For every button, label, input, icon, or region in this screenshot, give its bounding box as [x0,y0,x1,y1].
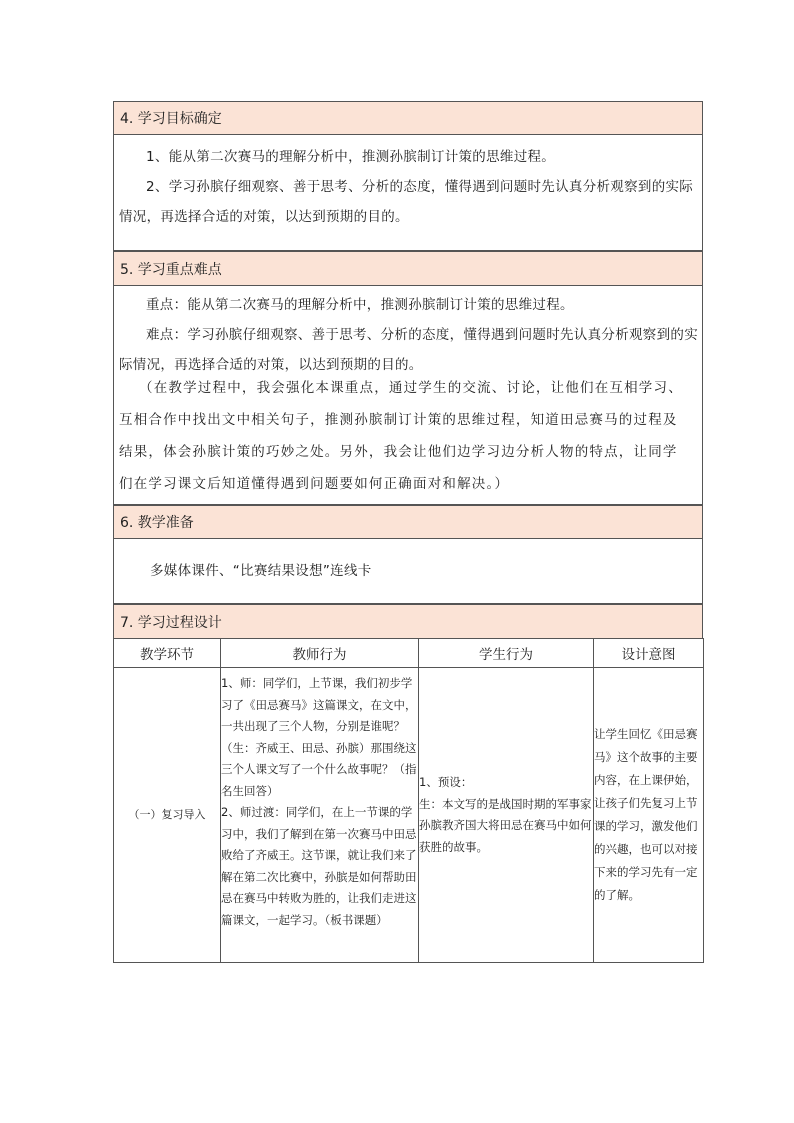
intent-cell: 让学生回忆《田忌赛马》这个故事的主要内容，在上课伊始，让孩子们先复习上节课的学习，激发他们的兴趣，也可以对接下来的学习先有一定的了解。 [594,668,704,963]
col-header-intent: 设计意图 [594,639,704,668]
section-prep-title: 6. 教学准备 [114,506,702,539]
col-header-student: 学生行为 [419,639,594,668]
prep-materials: 多媒体课件、“比赛结果设想”连线卡 [150,563,372,579]
stage-cell: （一）复习导入 [114,668,221,963]
table-row [114,668,704,963]
section-process [113,604,703,638]
goals-paragraph-2: 2、学习孙膑仔细观察、善于思考、分析的态度，懂得遇到问题时先认真分析观察到的实际情况，再选择合适的对策，以达到预期的目的。 [119,179,694,225]
key-focus: 重点：能从第二次赛马的理解分析中，推测孙膑制订计策的思维过程。 [146,297,574,313]
col-header-teacher: 教师行为 [221,639,419,668]
key-teaching-note: （在教学过程中，我会强化本课重点，通过学生的交流、讨论，让他们在互相学习、互相合作中找出文中相关句子，推测孙膑制订计策的思维过程，知道田忌赛马的过程及结果，体会孙膑计策的巧妙之处。另外，我会让他们边学习边分析人物的特点，让同学们在学习课文后知道懂得遇到问题要如何正确面对和解决。） [119,380,683,492]
section-process-title: 7. 学习过程设计 [114,605,702,639]
col-header-stage: 教学环节 [114,639,221,668]
teacher-cell: 1、师：同学们，上节课，我们初步学习了《田忌赛马》这篇课文，在文中，一共出现了三个人物，分别是谁呢？（生：齐威王、田忌、孙膑）那围绕这三个人课文写了一个什么故事呢？（指名生回答） 2、师过渡：同学们，在上一节课的学习中，我们了解到在第一次赛马中田忌败给了齐威王。这节课，就让我们来了解在第二次比赛中，孙膑是如何帮助田忌在赛马中转败为胜的，让我们走进这篇课文，一起学习。（板书课题） [221,668,419,963]
section-goals-title: 4. 学习目标确定 [114,102,702,135]
section-goals [113,101,703,251]
process-table-header [114,639,704,668]
section-key-points-title: 5. 学习重点难点 [114,252,702,286]
section-prep [113,505,703,604]
student-cell: 1、预设： 生：本文写的是战国时期的军事家孙膑教齐国大将田忌在赛马中如何获胜的故事。 [419,668,594,963]
section-key-points [113,251,703,505]
goals-paragraph-1: 1、能从第二次赛马的理解分析中，推测孙膑制订计策的思维过程。 [146,149,556,165]
process-table [113,638,704,963]
key-difficulty: 难点：学习孙膑仔细观察、善于思考、分析的态度，懂得遇到问题时先认真分析观察到的实际情况，再选择合适的对策，以达到预期的目的。 [119,327,698,373]
